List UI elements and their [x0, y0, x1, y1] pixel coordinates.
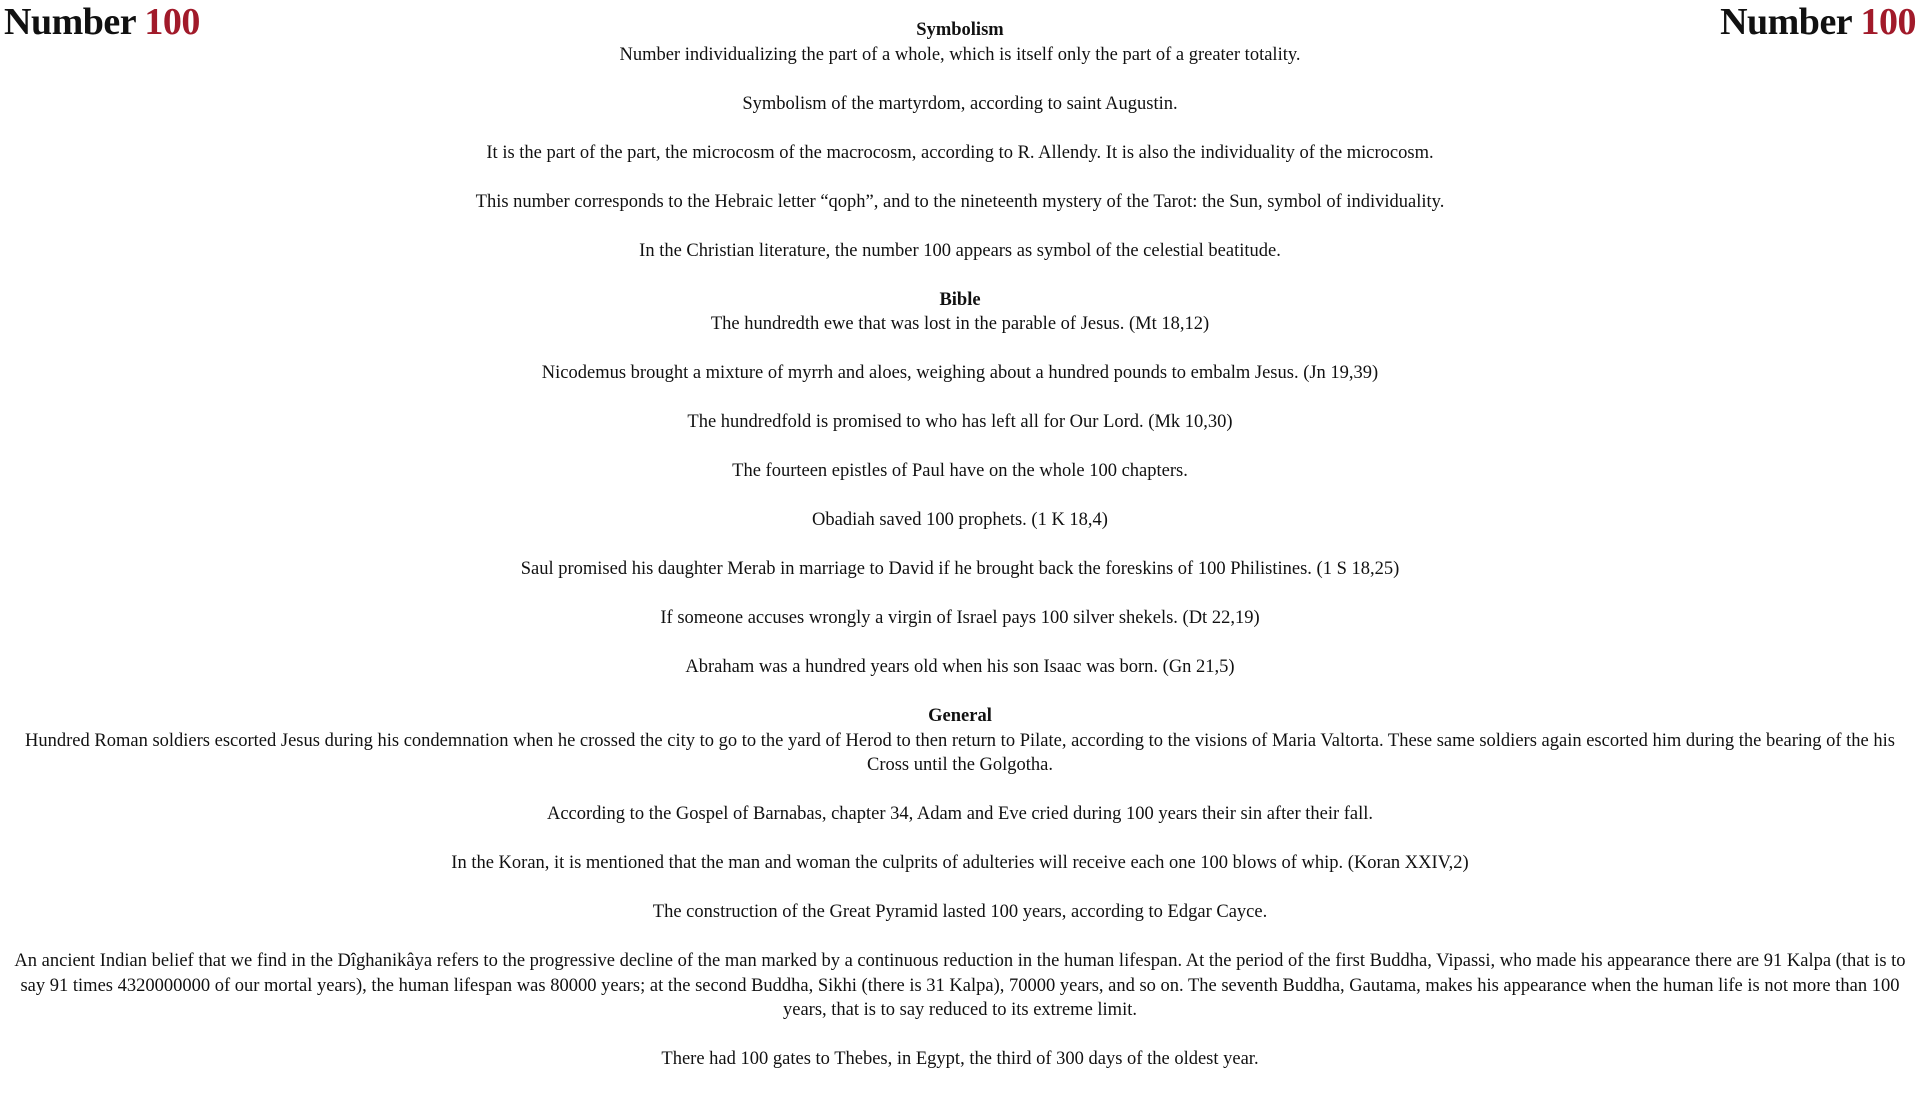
paragraph: The construction of the Great Pyramid lasted 100 years, according to Edgar Cayce. — [652, 902, 1268, 922]
paragraph: This number corresponds to the Hebraic letter “qoph”, and to the nineteenth mystery of the Tarot: the Sun, symbol of individuality. — [475, 191, 1445, 212]
section-general — [12, 704, 1908, 1072]
paragraph: If someone accuses wrongly a virgin of Israel pays 100 silver shekels. (Dt 22,19) — [660, 608, 1260, 628]
paragraph: An ancient Indian belief that we find in the Dîghanikâya refers to the progressive decline of the man marked by a continuous reduction in the human lifespan. At the period of the first Buddha, Vipassi, who made his appearance there are 91 Kalpa (that is to say 91 times 4320000000 of our mortal years), the human lifespan was 80000 years; at the second Buddha, Sikhi (there is 31 Kalpa), 70000 years, and so on. The seventh Buddha, Gautama, makes his appearance when the human life is not more than 100 years, that is to say reduced to its extreme limit. — [14, 951, 1906, 1020]
paragraph: The hundredfold is promised to who has left all for Our Lord. (Mk 10,30) — [687, 412, 1233, 432]
section-bible — [12, 288, 1908, 680]
paragraph: The fourteen epistles of Paul have on the whole 100 chapters. — [732, 461, 1188, 481]
section-heading: Bible — [939, 289, 981, 310]
paragraph: Number individualizing the part of a whole, which is itself only the part of a greater totality. — [619, 44, 1301, 65]
paragraph: The hundredth ewe that was lost in the parable of Jesus. (Mt 18,12) — [710, 314, 1210, 334]
paragraph: Hundred Roman soldiers escorted Jesus during his condemnation when he crossed the city to go to the yard of Herod to then return to Pilate, according to the visions of Maria Valtorta. These same soldiers again escorted him during the bearing of the his Cross until the Golgotha. — [25, 730, 1895, 775]
paragraph: In the Koran, it is mentioned that the man and woman the culprits of adulteries will receive each one 100 blows of whip. (Koran XXIV,2) — [451, 853, 1469, 873]
paragraph: Abraham was a hundred years old when his son Isaac was born. (Gn 21,5) — [685, 657, 1235, 677]
paragraph: It is the part of the part, the microcosm of the macrocosm, according to R. Allendy. It is also the individuality of the microcosm. — [486, 142, 1434, 163]
paragraph: Nicodemus brought a mixture of myrrh and aloes, weighing about a hundred pounds to embalm Jesus. (Jn 19,39) — [541, 363, 1379, 383]
title-number: 100 — [1860, 1, 1916, 43]
section-heading: Symbolism — [916, 20, 1004, 40]
title-word: Number — [4, 1, 136, 43]
section-heading: General — [928, 706, 992, 726]
article-content — [12, 18, 1908, 1096]
paragraph: In the Christian literature, the number 100 appears as symbol of the celestial beatitude. — [639, 240, 1281, 261]
title-number: 100 — [144, 1, 200, 43]
paragraph: There had 100 gates to Thebes, in Egypt, the third of 300 days of the oldest year. — [661, 1049, 1259, 1069]
title-word: Number — [1720, 1, 1852, 43]
paragraph: Obadiah saved 100 prophets. (1 K 18,4) — [812, 510, 1108, 530]
paragraph: Saul promised his daughter Merab in marriage to David if he brought back the foreskins of 100 Philistines. (1 S 18,25) — [520, 559, 1400, 579]
paragraph: Symbolism of the martyrdom, according to saint Augustin. — [742, 93, 1178, 114]
section-symbolism — [12, 18, 1908, 263]
paragraph: According to the Gospel of Barnabas, chapter 34, Adam and Eve cried during 100 years their sin after their fall. — [546, 804, 1374, 824]
